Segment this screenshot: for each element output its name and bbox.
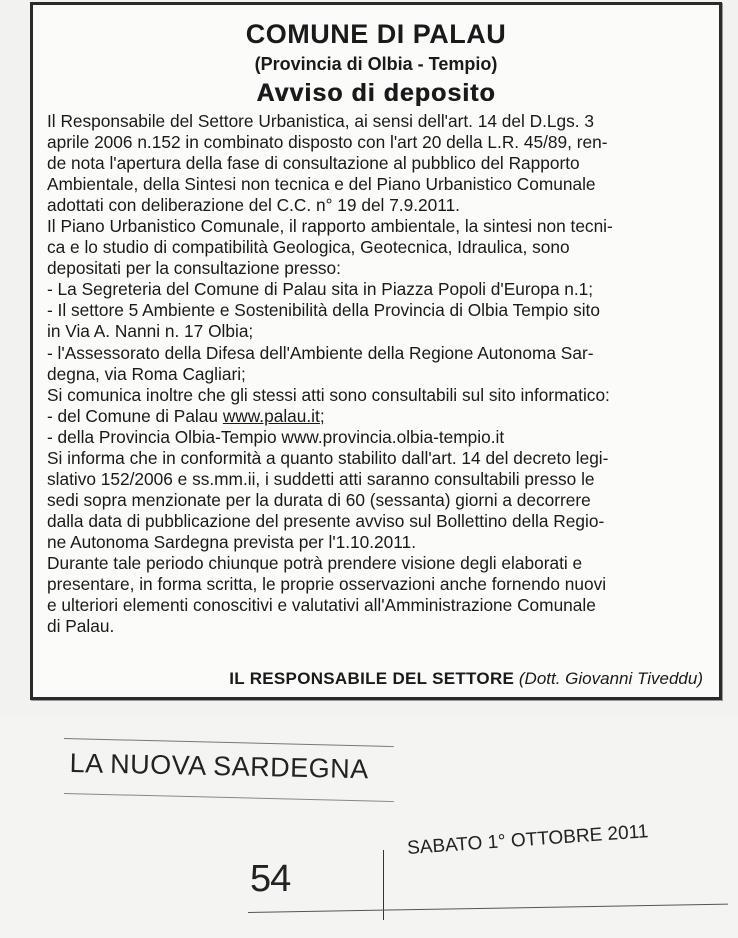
body-line	[47, 406, 707, 427]
body-line: - l'Assessorato della Difesa dell'Ambiente della Regione Autonoma Sar-	[47, 342, 594, 363]
municipality-title: COMUNE DI PALAU	[245, 19, 507, 49]
body-line: Il Piano Urbanistico Comunale, il rapporto ambientale, la sintesi non tecni-	[47, 216, 613, 237]
province-subtitle: (Provincia di Olbia - Tempio)	[254, 54, 498, 74]
body-line: presentare, in forma scritta, le proprie osservazioni anche fornendo nuovi	[47, 574, 607, 595]
body-line: in Via A. Nanni n. 17 Olbia;	[47, 321, 254, 342]
body-line: - La Segreteria del Comune di Palau sita in Piazza Popoli d'Europa n.1;	[47, 279, 594, 300]
body-line: - della Provincia Olbia-Tempio www.provincia.olbia-tempio.it	[47, 426, 505, 447]
body-line: depositati per la consultazione presso:	[47, 258, 341, 279]
body-line: e ulteriori elementi conoscitivi e valutativi all'Amministrazione Comunale	[47, 595, 596, 616]
notice-title: Avviso di deposito	[256, 79, 496, 107]
body-line: Si informa che in conformità a quanto stabilito dall'art. 14 del decreto legi-	[47, 447, 609, 468]
body-line: Si comunica inoltre che gli stessi atti sono consultabili sul sito informatico:	[47, 384, 610, 405]
body-line: sedi sopra menzionate per la durata di 60 (sessanta) giorni a decorrere	[47, 489, 591, 510]
body-line: degna, via Roma Cagliari;	[47, 363, 246, 384]
palau-website-link[interactable]: www.palau.it;	[222, 405, 325, 426]
notice-clipping	[30, 2, 722, 700]
body-line: adottati con deliberazione del C.C. n° 19 del 7.9.2011.	[47, 195, 460, 216]
body-line: Durante tale periodo chiunque potrà prendere visione degli elaborati e	[47, 552, 583, 573]
signature	[229, 668, 703, 690]
body-line-text: - del Comune di Palau	[47, 405, 218, 426]
body-line: di Palau.	[47, 616, 115, 637]
body-line: ne Autonoma Sardegna prevista per l'1.10.2011.	[47, 531, 417, 552]
signature-role: IL RESPONSABILE DEL SETTORE	[229, 669, 515, 688]
issue-date: SABATO 1° OTTOBRE 2011	[406, 821, 650, 860]
newspaper-masthead: LA NUOVA SARDEGNA	[69, 748, 370, 785]
page-number: 54	[250, 858, 291, 900]
body-line: - Il settore 5 Ambiente e Sostenibilità della Provincia di Olbia Tempio sito	[47, 300, 600, 321]
body-line: ca e lo studio di compatibilità Geologica, Geotecnica, Idraulica, sono	[47, 237, 570, 258]
body-line: dalla data di pubblicazione del presente avviso sul Bollettino della Regio-	[47, 510, 605, 531]
body-line: Ambientale, della Sintesi non tecnica e del Piano Urbanistico Comunale	[47, 174, 596, 195]
body-line: aprile 2006 n.152 in combinato disposto con l'art 20 della L.R. 45/89, ren-	[47, 132, 608, 153]
body-line: Il Responsabile del Settore Urbanistica, ai sensi dell'art. 14 del D.Lgs. 3	[47, 111, 594, 131]
notice-body	[47, 111, 707, 637]
signature-name: (Dott. Giovanni Tiveddu)	[518, 669, 703, 688]
body-line: de nota l'apertura della fase di consultazione al pubblico del Rapporto	[47, 153, 580, 174]
body-line: slativo 152/2006 e ss.mm.ii, i suddetti atti saranno consultabili presso le	[47, 468, 595, 489]
